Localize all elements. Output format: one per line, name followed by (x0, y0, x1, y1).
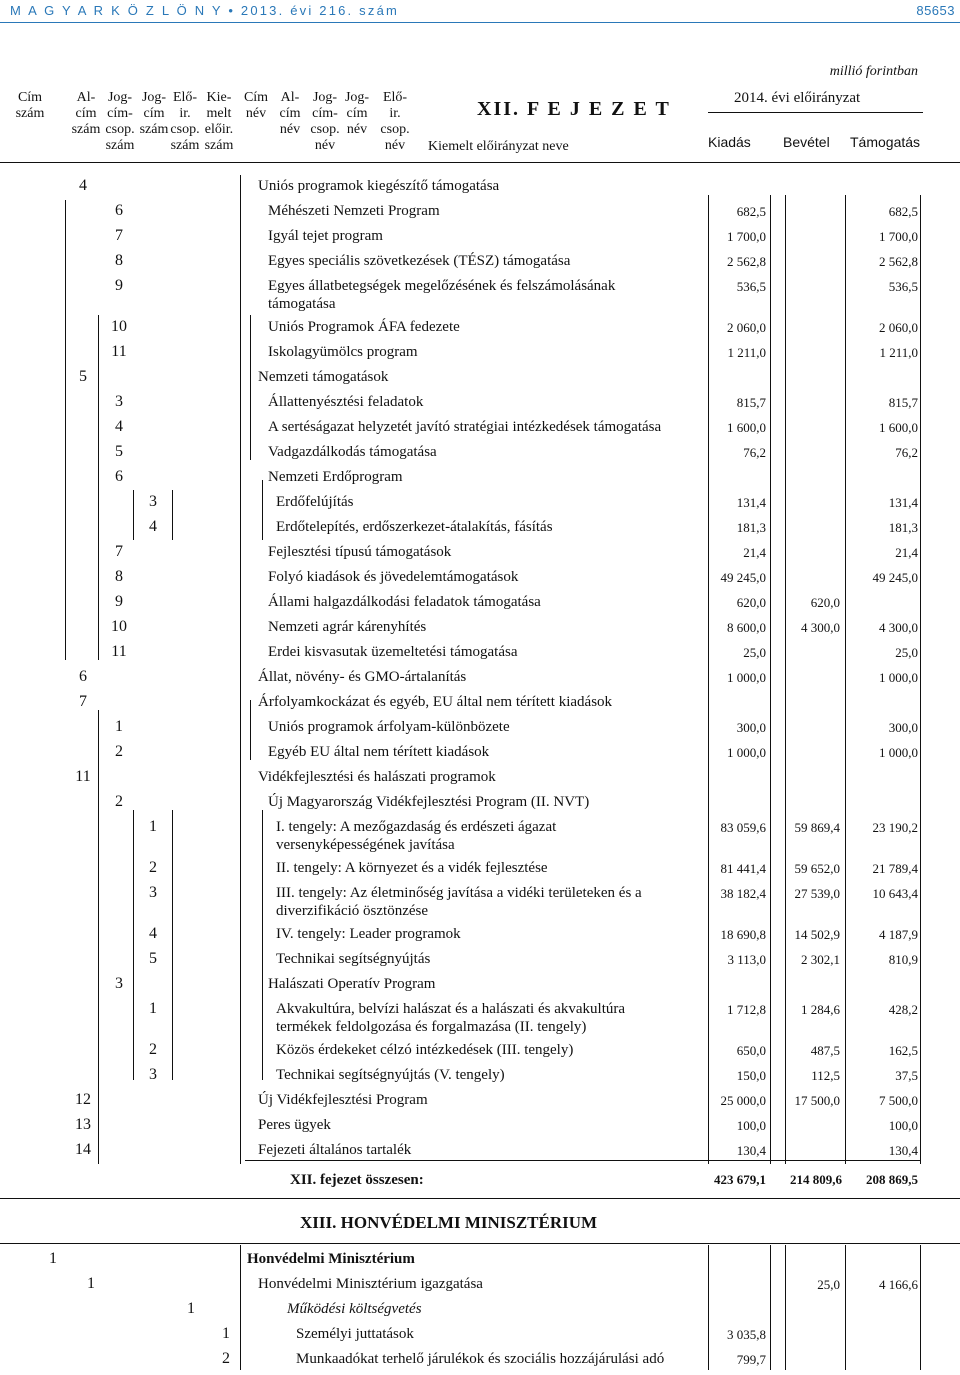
column-header-6: Kie- melt előir. szám (204, 90, 234, 153)
row-label: Akvakultúra, belvízi halászat és a halászati és akvakultúra (276, 1001, 626, 1017)
amount-tamogatas: 2 562,8 (879, 254, 918, 269)
section2-rule (0, 1243, 960, 1244)
row-label: Erdőfelújítás (276, 494, 354, 510)
section2-row-label: Működési költségvetés (287, 1301, 422, 1317)
row-label: Folyó kiadások és jövedelemtámogatások (268, 569, 519, 585)
row-label: Nemzeti agrár kárenyhítés (268, 619, 427, 635)
row-number: 1 (149, 1000, 157, 1017)
column-header-1: Cím szám (15, 90, 45, 121)
row-label: Új Vidékfejlesztési Program (258, 1092, 428, 1108)
amount-kiadas: 25 000,0 (720, 1093, 766, 1108)
jogcim-nev-rule-2 (262, 810, 263, 1080)
amount-kiadas: 76,2 (743, 445, 766, 460)
section2-amount-tamogatas: 4 166,6 (879, 1277, 918, 1292)
unit-label: millió forintban (829, 64, 918, 79)
row-label: II. tengely: A környezet és a vidék fejlesztése (276, 860, 548, 876)
row-label: Egyes állatbetegségek megelőzésének és felszámolásának (268, 278, 616, 294)
section2-row-number: 1 (87, 1275, 95, 1292)
row-number: 3 (149, 493, 157, 510)
amount-kiadas: 49 245,0 (720, 570, 766, 585)
amount-bevetel: 59 652,0 (794, 861, 840, 876)
amount-tamogatas: 162,5 (888, 1043, 918, 1058)
row-number: 6 (79, 668, 87, 685)
row-number: 9 (115, 277, 123, 294)
section2-row-number: 1 (187, 1300, 195, 1317)
row-number: 4 (149, 518, 157, 535)
row-label-continuation: termékek feldolgozása és forgalmazása (II. tengely) (276, 1019, 587, 1035)
amount-kiadas: 83 059,6 (720, 820, 766, 835)
total-top-rule (245, 1160, 920, 1161)
row-number: 3 (115, 975, 123, 992)
amount-bevetel: 2 302,1 (801, 952, 840, 967)
row-label-continuation: versenyképességének javítása (276, 837, 455, 853)
amount-tamogatas: 130,4 (888, 1143, 918, 1158)
amount-tamogatas: 23 190,2 (872, 820, 918, 835)
amount-tamogatas: 4 300,0 (879, 620, 918, 635)
amount-bevetel: 4 300,0 (801, 620, 840, 635)
row-label: IV. tengely: Leader programok (276, 926, 461, 942)
amount-kiadas: 150,0 (736, 1068, 766, 1083)
row-label: A sertéságazat helyzetét javító stratégiai intézkedések támogatása (268, 419, 662, 435)
row-number: 3 (149, 884, 157, 901)
row-label: Halászati Operatív Program (268, 976, 436, 992)
row-number: 5 (115, 443, 123, 460)
column-header-kiemelt-nev: Kiemelt előirányzat neve (428, 139, 569, 154)
row-number: 2 (149, 1041, 157, 1058)
amount-tamogatas: 810,9 (888, 952, 918, 967)
amount-kiadas: 1 000,0 (727, 745, 766, 760)
amount-kiadas: 3 113,0 (727, 952, 766, 967)
row-number: 14 (75, 1141, 91, 1158)
section2-row-label: Honvédelmi Minisztérium igazgatása (258, 1276, 483, 1292)
section2-row-label: Munkaadókat terhelő járulékok és szociális hozzájárulási adó (296, 1351, 665, 1367)
row-number: 3 (149, 1066, 157, 1083)
s2-bevetel-right (845, 1245, 846, 1370)
amount-bevetel: 17 500,0 (794, 1093, 840, 1108)
amount-tamogatas: 536,5 (888, 279, 918, 294)
row-number: 10 (111, 618, 127, 635)
row-label: Uniós programok kiegészítő támogatása (258, 178, 500, 194)
amount-tamogatas: 1 600,0 (879, 420, 918, 435)
kiadas-right-rule (770, 195, 771, 1164)
row-number: 1 (115, 718, 123, 735)
s2-kiadas-rule (708, 1245, 709, 1370)
column-header-5: Elő- ir. csop. szám (170, 90, 200, 153)
section2-row-number: 1 (49, 1250, 57, 1267)
amount-kiadas: 1 600,0 (727, 420, 766, 435)
row-label: Közös érdekeket célzó intézkedések (III. tengely) (276, 1042, 574, 1058)
chapter-title: XII. F E J E Z E T (477, 98, 671, 120)
row-label-continuation: támogatása (268, 296, 336, 312)
total-tamogatas: 208 869,5 (866, 1172, 918, 1187)
row-number: 2 (115, 793, 123, 810)
year-header: 2014. évi előirányzat (734, 90, 861, 106)
s2-bevetel-rule (785, 1245, 786, 1370)
amount-kiadas: 81 441,4 (720, 861, 766, 876)
row-number: 12 (75, 1091, 91, 1108)
amount-tamogatas: 76,2 (895, 445, 918, 460)
row-number: 4 (149, 925, 157, 942)
row-number: 5 (79, 368, 87, 385)
amount-bevetel: 1 284,6 (801, 1002, 840, 1017)
column-header-7: Cím név (243, 90, 269, 121)
eloir-csop-rule (172, 490, 173, 540)
amount-bevetel: 14 502,9 (794, 927, 840, 942)
amount-kiadas: 650,0 (736, 1043, 766, 1058)
amount-kiadas: 2 060,0 (727, 320, 766, 335)
section2-amount-kiadas: 799,7 (736, 1352, 766, 1367)
row-number: 4 (115, 418, 123, 435)
amount-tamogatas: 4 187,9 (879, 927, 918, 942)
section2-amount-kiadas: 3 035,8 (727, 1327, 766, 1342)
header-kiadas: Kiadás (708, 134, 751, 150)
row-label: Vidékfejlesztési és halászati programok (258, 769, 496, 785)
row-label: Állattenyésztési feladatok (268, 394, 424, 410)
amount-kiadas: 682,5 (736, 204, 766, 219)
row-label: Technikai segítségnyújtás (V. tengely) (276, 1067, 505, 1083)
column-header-11: Elő- ir. csop. név (380, 90, 410, 153)
jogcim-rule (133, 490, 134, 540)
alcim-nev-rule-2 (250, 700, 251, 760)
row-number: 1 (149, 818, 157, 835)
row-number: 7 (79, 693, 87, 710)
amount-tamogatas: 10 643,4 (872, 886, 918, 901)
column-header-8: Al- cím név (279, 90, 301, 137)
amount-tamogatas: 815,7 (888, 395, 918, 410)
eloir-csop-rule-2 (172, 810, 173, 1080)
row-label: Nemzeti Erdőprogram (268, 469, 403, 485)
row-label: Igyál tejet program (268, 228, 383, 244)
row-label: Egyéb EU által nem térített kiadások (268, 744, 490, 760)
year-header-rule (708, 112, 923, 113)
jogcim-rule-2 (133, 810, 134, 1080)
total-bevetel: 214 809,6 (790, 1172, 842, 1187)
amount-kiadas: 1 700,0 (727, 229, 766, 244)
row-number: 11 (75, 768, 91, 785)
alcim-nev-rule (250, 315, 251, 460)
amount-kiadas: 620,0 (736, 595, 766, 610)
amount-tamogatas: 1 211,0 (879, 345, 918, 360)
row-label: Technikai segítségnyújtás (276, 951, 431, 967)
row-number: 10 (111, 318, 127, 335)
column-header-10: Jog- cím név (344, 90, 370, 137)
amount-kiadas: 25,0 (743, 645, 766, 660)
row-label: Állami halgazdálkodási feladatok támogatása (268, 594, 541, 610)
row-label: Fejlesztési típusú támogatások (268, 544, 452, 560)
total-kiadas: 423 679,1 (714, 1172, 766, 1187)
amount-tamogatas: 7 500,0 (879, 1093, 918, 1108)
row-number: 7 (115, 227, 123, 244)
publication-title: M A G Y A R K Ö Z L Ö N Y • 2013. évi 216. szám (10, 3, 400, 18)
amount-tamogatas: 2 060,0 (879, 320, 918, 335)
row-label: Nemzeti támogatások (258, 369, 389, 385)
amount-bevetel: 112,5 (811, 1068, 840, 1083)
row-number: 2 (115, 743, 123, 760)
s2-tamogatas-right (920, 1245, 921, 1370)
page-number: 85653 (916, 3, 955, 18)
row-number: 8 (115, 252, 123, 269)
row-label: I. tengely: A mezőgazdaság és erdészeti ágazat (276, 819, 557, 835)
column-header-9: Jog- cím- csop. név (310, 90, 340, 153)
amount-tamogatas: 100,0 (888, 1118, 918, 1133)
amount-kiadas: 1 712,8 (727, 1002, 766, 1017)
section2-row-number: 2 (222, 1350, 230, 1367)
row-label: Uniós programok árfolyam-különbözete (268, 719, 510, 735)
column-header-3: Jog- cím- csop. szám (105, 90, 135, 153)
row-label: Egyes speciális szövetkezések (TÉSZ) támogatása (268, 253, 571, 269)
amount-kiadas: 8 600,0 (727, 620, 766, 635)
header-tamogatas: Támogatás (850, 134, 921, 150)
amount-kiadas: 38 182,4 (720, 886, 766, 901)
row-number: 8 (115, 568, 123, 585)
column-header-4: Jog- cím szám (139, 90, 169, 137)
row-label: Uniós Programok ÁFA fedezete (268, 319, 460, 335)
total-label: XII. fejezet összesen: (290, 1172, 424, 1188)
column-header-2: Al- cím szám (71, 90, 101, 137)
jogcim-nev-rule (262, 480, 263, 540)
jogcim-csop-rule-2 (98, 710, 99, 1164)
amount-tamogatas: 49 245,0 (872, 570, 918, 585)
amount-kiadas: 300,0 (736, 720, 766, 735)
amount-kiadas: 1 211,0 (727, 345, 766, 360)
row-number: 4 (79, 177, 87, 194)
row-label: Vadgazdálkodás támogatása (268, 444, 437, 460)
amount-kiadas: 21,4 (743, 545, 766, 560)
amount-tamogatas: 25,0 (895, 645, 918, 660)
amount-kiadas: 100,0 (736, 1118, 766, 1133)
amount-tamogatas: 1 700,0 (879, 229, 918, 244)
amount-tamogatas: 1 000,0 (879, 670, 918, 685)
row-number: 2 (149, 859, 157, 876)
amount-kiadas: 1 000,0 (727, 670, 766, 685)
row-number: 9 (115, 593, 123, 610)
amount-kiadas: 536,5 (736, 279, 766, 294)
row-number: 3 (115, 393, 123, 410)
alcim-rule (65, 200, 66, 660)
amount-tamogatas: 1 000,0 (879, 745, 918, 760)
amount-bevetel: 487,5 (810, 1043, 840, 1058)
section2-row-label: Személyi juttatások (296, 1326, 414, 1342)
header-bevetel: Bevétel (783, 134, 830, 150)
row-label: Állat, növény- és GMO-ártalanítás (258, 669, 467, 685)
chapter-end-rule (0, 1198, 960, 1199)
header-bottom-rule (0, 162, 960, 163)
section-title-honvedelmi: XIII. HONVÉDELMI MINISZTÉRIUM (300, 1213, 598, 1232)
amount-tamogatas: 682,5 (888, 204, 918, 219)
amount-tamogatas: 21,4 (895, 545, 918, 560)
row-label: Erdei kisvasutak üzemeltetési támogatása (268, 644, 518, 660)
s2-kiadas-right (770, 1245, 771, 1370)
amount-tamogatas: 300,0 (888, 720, 918, 735)
amount-tamogatas: 131,4 (888, 495, 918, 510)
row-label: Iskolagyümölcs program (268, 344, 418, 360)
jogcim-csop-rule (98, 315, 99, 660)
row-label: Árfolyamkockázat és egyéb, EU által nem térített kiadások (258, 694, 613, 710)
section2-row-number: 1 (222, 1325, 230, 1342)
row-number: 6 (115, 468, 123, 485)
amount-kiadas: 2 562,8 (727, 254, 766, 269)
amount-tamogatas: 21 789,4 (872, 861, 918, 876)
row-label: Új Magyarország Vidékfejlesztési Program (II. NVT) (268, 794, 590, 810)
row-number: 11 (111, 343, 127, 360)
bevetel-column-rule (785, 195, 786, 1164)
amount-kiadas: 130,4 (736, 1143, 766, 1158)
row-number: 13 (75, 1116, 91, 1133)
amount-tamogatas: 37,5 (895, 1068, 918, 1083)
row-number: 6 (115, 202, 123, 219)
row-label: Erdőtelepítés, erdőszerkezet-átalakítás, fásítás (276, 519, 553, 535)
amount-kiadas: 131,4 (736, 495, 766, 510)
section2-row-label: Honvédelmi Minisztérium (247, 1251, 415, 1267)
amount-kiadas: 181,3 (736, 520, 766, 535)
s2-name-rule (240, 1245, 241, 1370)
row-label: III. tengely: Az életminőség javítása a vidéki területeken és a (276, 885, 642, 901)
amount-bevetel: 27 539,0 (794, 886, 840, 901)
amount-tamogatas: 428,2 (888, 1002, 918, 1017)
row-label: Fejezeti általános tartalék (258, 1142, 412, 1158)
row-number: 7 (115, 543, 123, 560)
section2-amount-bevetel: 25,0 (817, 1277, 840, 1292)
amount-kiadas: 18 690,8 (720, 927, 766, 942)
row-label: Méhészeti Nemzeti Program (268, 203, 440, 219)
row-label: Peres ügyek (258, 1117, 331, 1133)
row-label-continuation: diverzifikáció ösztönzése (276, 903, 429, 919)
header-rule (0, 22, 960, 23)
row-number: 11 (111, 643, 127, 660)
amount-bevetel: 59 869,4 (794, 820, 840, 835)
row-number: 5 (149, 950, 157, 967)
cim-nev-rule (240, 175, 241, 1164)
amount-bevetel: 620,0 (810, 595, 840, 610)
publication-header (10, 3, 955, 21)
amount-kiadas: 815,7 (736, 395, 766, 410)
tamogatas-right-rule (920, 195, 921, 1164)
amount-tamogatas: 181,3 (888, 520, 918, 535)
